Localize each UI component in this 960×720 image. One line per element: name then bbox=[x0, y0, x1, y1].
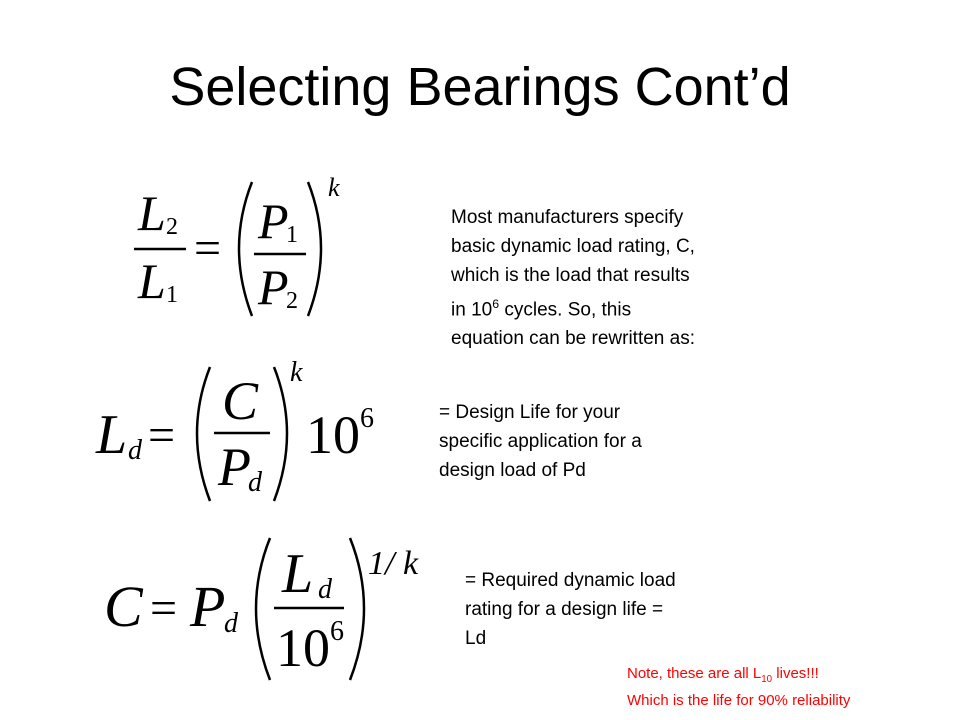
eq1-rhs-num-sub: 1 bbox=[286, 222, 298, 248]
equation-design-life bbox=[92, 355, 392, 505]
eq3-num-sub: d bbox=[318, 574, 332, 605]
eq2-lhs: L bbox=[96, 404, 128, 466]
eq1-exponent: k bbox=[328, 173, 340, 202]
eq2-factor: 10 bbox=[306, 405, 360, 465]
slide-title: Selecting Bearings Cont’d bbox=[169, 57, 791, 117]
eq2-lhs-sub: d bbox=[128, 435, 142, 466]
eq1-lhs-den: L bbox=[138, 253, 166, 309]
eq3-lhs: C bbox=[104, 574, 143, 639]
eq1-lhs-num: L bbox=[138, 185, 166, 241]
eq3-coef-sub: d bbox=[224, 608, 238, 639]
eq2-right-paren bbox=[274, 367, 287, 501]
eq2-num: C bbox=[222, 371, 259, 431]
eq3-den: 10 bbox=[276, 618, 330, 678]
equation-life-ratio bbox=[130, 170, 350, 320]
eq2-factor-exp: 6 bbox=[360, 403, 374, 434]
eq3-coef: P bbox=[190, 574, 226, 639]
description-required-load-rating: = Required dynamic load rating for a design life = Ld bbox=[465, 570, 676, 649]
eq1-rhs-den-sub: 2 bbox=[286, 288, 298, 314]
eq2-den-sub: d bbox=[248, 467, 262, 498]
description-design-life: = Design Life for your specific application for a design load of Pd bbox=[439, 402, 642, 481]
reliability-note: Note, these are all $L_{10}$ lives!!! Which is the life for 90% reliability bbox=[627, 665, 851, 709]
eq3-right-paren bbox=[350, 538, 364, 680]
eq2-exponent: k bbox=[290, 357, 303, 388]
description-dynamic-load-rating: Most manufacturers specify basic dynamic load rating, C, which is the load that results in $10^6$ cycles. So, this equation can be rewritten as: bbox=[451, 207, 695, 350]
eq3-equals: = bbox=[150, 582, 178, 635]
eq2-left-paren bbox=[197, 367, 210, 501]
eq2-den: P bbox=[218, 437, 251, 497]
eq1-rhs-den: P bbox=[258, 259, 289, 315]
eq3-left-paren bbox=[256, 538, 270, 680]
eq3-den-exp: 6 bbox=[330, 616, 344, 647]
eq3-num: L bbox=[282, 543, 314, 605]
eq1-right-paren bbox=[308, 182, 321, 316]
eq1-lhs-den-sub: 1 bbox=[166, 282, 178, 308]
eq1-equals: = bbox=[194, 222, 222, 275]
eq1-rhs-num: P bbox=[258, 193, 289, 249]
eq3-exponent: 1/ k bbox=[368, 545, 419, 582]
equation-required-load-rating bbox=[100, 528, 440, 688]
eq1-left-paren bbox=[239, 182, 252, 316]
eq1-lhs-num-sub: 2 bbox=[166, 214, 178, 240]
eq2-equals: = bbox=[148, 409, 176, 462]
